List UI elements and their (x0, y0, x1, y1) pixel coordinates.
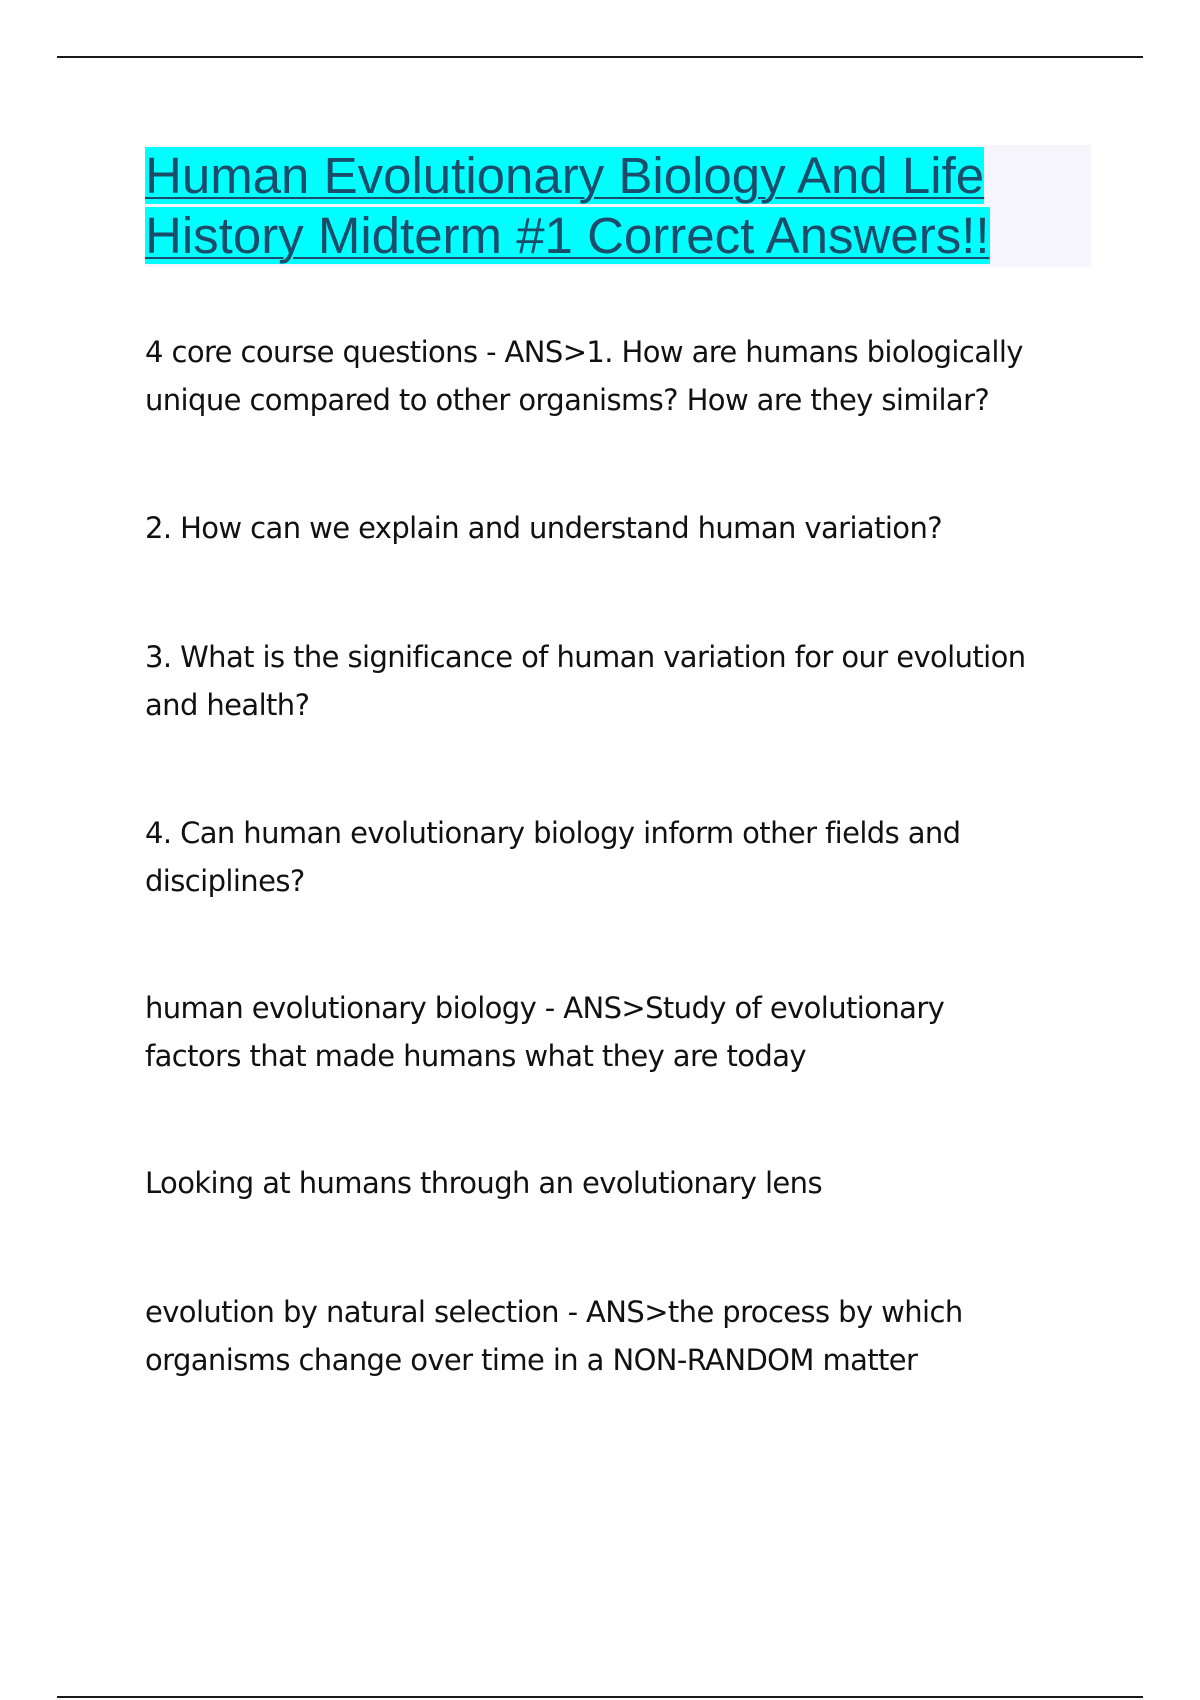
top-rule (57, 56, 1143, 58)
title-line-1[interactable]: Human Evolutionary Biology And Life (145, 147, 985, 204)
paragraph-line: organisms change over time in a NON-RANDOM matter (145, 1343, 918, 1377)
bottom-rule (57, 1696, 1143, 1698)
paragraph-evolutionary-lens (145, 1159, 822, 1207)
paragraph-line: 2. How can we explain and understand human variation? (145, 511, 943, 545)
paragraph-natural-selection (145, 1288, 963, 1384)
paragraph-line: human evolutionary biology - ANS>Study of evolutionary (145, 991, 945, 1025)
paragraph-line: 4. Can human evolutionary biology inform other fields and (145, 816, 961, 850)
paragraph-line: and health? (145, 688, 310, 722)
paragraph-question-2 (145, 504, 942, 552)
paragraph-line: factors that made humans what they are today (145, 1039, 806, 1073)
paragraph-question-3 (145, 633, 1026, 729)
paragraph-line: Looking at humans through an evolutionary lens (145, 1166, 822, 1200)
title-line-2[interactable]: History Midterm #1 Correct Answers!! (145, 207, 990, 264)
paragraph-line: 3. What is the significance of human variation for our evolution (145, 640, 1026, 674)
paragraph-line: evolution by natural selection - ANS>the process by which (145, 1295, 963, 1329)
paragraph-line: 4 core course questions - ANS>1. How are humans biologically (145, 335, 1023, 369)
paragraph-line: disciplines? (145, 864, 305, 898)
paragraph-line: unique compared to other organisms? How are they similar? (145, 383, 990, 417)
paragraph-human-evolutionary-biology (145, 984, 944, 1080)
paragraph-core-questions (145, 328, 1023, 424)
document-title[interactable] (145, 146, 1045, 266)
paragraph-question-4 (145, 809, 961, 905)
